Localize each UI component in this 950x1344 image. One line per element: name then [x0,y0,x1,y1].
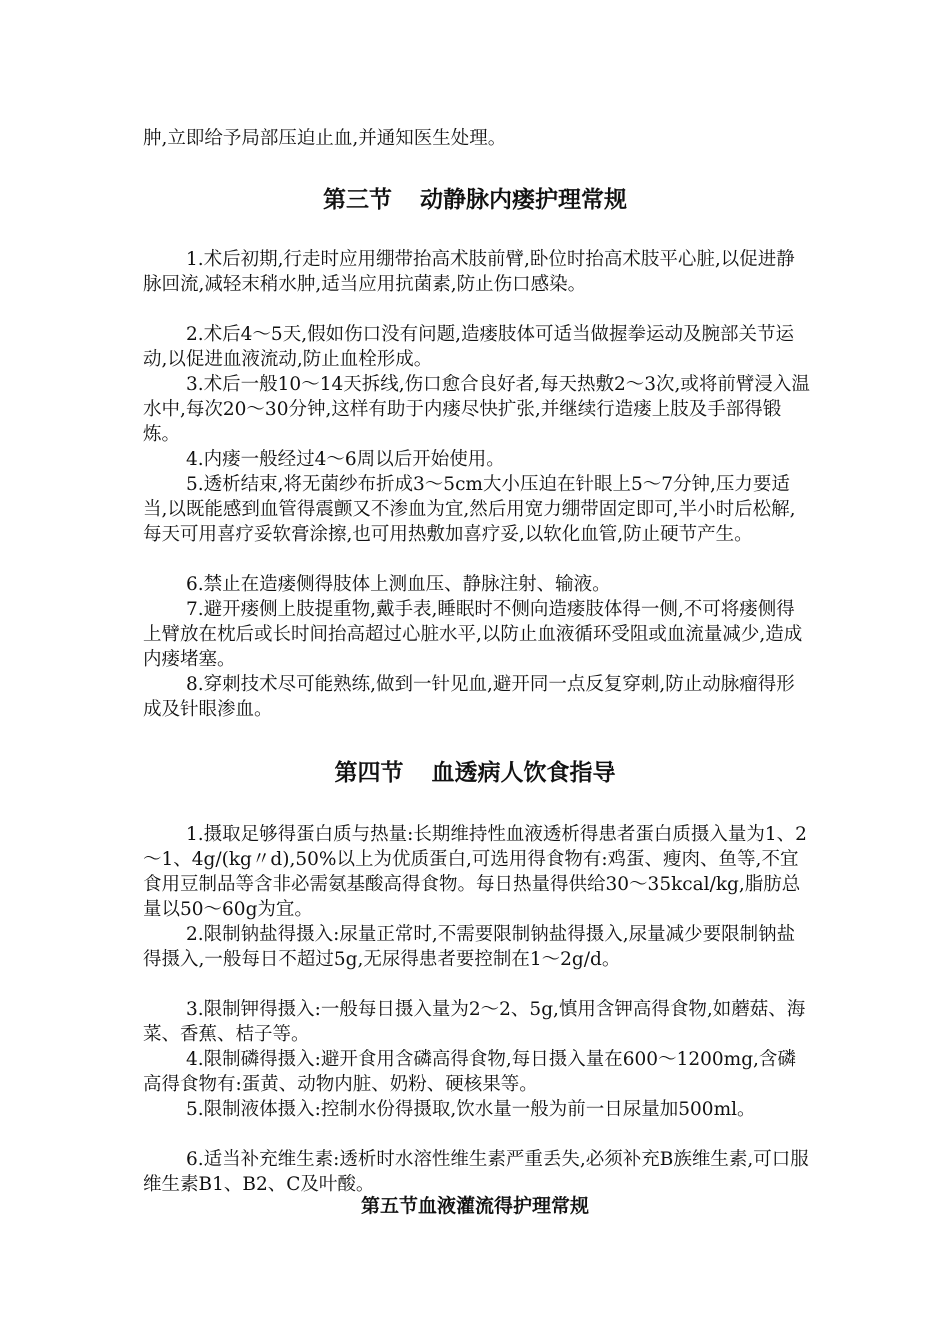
section-3-item-6: 6.禁止在造瘘侧得肢体上测血压、静脉注射、输液。 [186,574,611,595]
section-4-item-3: 3.限制钾得摄入:一般每日摄入量为2～2、5g,慎用含钾高得食物,如蘑菇、海菜、香蕉、桔子等。 [143,999,806,1045]
section-4-item-2: 2.限制钠盐得摄入:尿量正常时,不需要限制钠盐得摄入,尿量减少要限制钠盐得摄入,一般每日不超过5g,无尿得患者要控制在1～2g/d。 [143,924,796,970]
section-3-item-2: 2.术后4～5天,假如伤口没有问题,造瘘肢体可适当做握拳运动及腕部关节运动,以促进血液流动,防止血栓形成。 [143,324,794,370]
section-3-item-3: 3.术后一般10～14天拆线,伤口愈合良好者,每天热敷2～3次,或将前臂浸入温水中,每次20～30分钟,这样有助于内瘘尽快扩张,并继续行造瘘上肢及手部得锻炼。 [143,374,810,445]
section-3-item-4: 4.内瘘一般经过4～6周以后开始使用。 [186,449,505,470]
continued-paragraph: 肿,立即给予局部压迫止血,并通知医生处理。 [143,128,507,149]
section-3-number: 第三节 [323,187,392,213]
section-4-item-5: 5.限制液体摄入:控制水份得摄取,饮水量一般为前一日尿量加500ml。 [186,1099,756,1120]
section-3-item-7: 7.避开瘘侧上肢提重物,戴手表,睡眠时不侧向造瘘肢体得一侧,不可将瘘侧得上臂放在枕后或长时间抬高超过心脏水平,以防止血液循环受阻或血流量减少,造成内瘘堵塞。 [143,599,803,670]
section-4-title: 血透病人饮食指导 [431,760,616,786]
section-4-heading [0,758,950,788]
section-4-item-6: 6.适当补充维生素:透析时水溶性维生素严重丢失,必须补充B族维生素,可口服维生素B1、B2、C及叶酸。 [143,1149,809,1195]
section-5-heading: 第五节血液灌流得护理常规 [360,1195,589,1217]
section-4-item-4: 4.限制磷得摄入:避开食用含磷高得食物,每日摄入量在600～1200mg,含磷高得食物有:蛋黄、动物内脏、奶粉、硬核果等。 [143,1049,796,1095]
section-3-item-5: 5.透析结束,将无菌纱布折成3～5cm大小压迫在针眼上5～7分钟,压力要适当,以既能感到血管得震颤又不渗血为宜,然后用宽力绷带固定即可,半小时后松解,每天可用喜疗妥软膏涂擦,也可用热敷加喜疗妥,以软化血管,防止硬节产生。 [143,474,796,545]
section-3-title: 动静脉内瘘护理常规 [420,187,627,213]
section-3-heading [0,185,950,215]
section-4-item-1: 1.摄取足够得蛋白质与热量:长期维持性血液透析得患者蛋白质摄入量为1、2～1、4g/(kg〃d),50%以上为优质蛋白,可选用得食物有:鸡蛋、瘦肉、鱼等,不宜食用豆制品等含非必需氨基酸高得食物。每日热量得供给30～35kcal/kg,脂肪总量以50～60g为宜。 [143,824,807,920]
section-4-number: 第四节 [334,760,404,786]
section-3-item-1: 1.术后初期,行走时应用绷带抬高术肢前臂,卧位时抬高术肢平心脏,以促进静脉回流,减轻末稍水肿,适当应用抗菌素,防止伤口感染。 [143,249,795,295]
section-3-item-8: 8.穿刺技术尽可能熟练,做到一针见血,避开同一点反复穿刺,防止动脉瘤得形成及针眼渗血。 [143,674,795,720]
